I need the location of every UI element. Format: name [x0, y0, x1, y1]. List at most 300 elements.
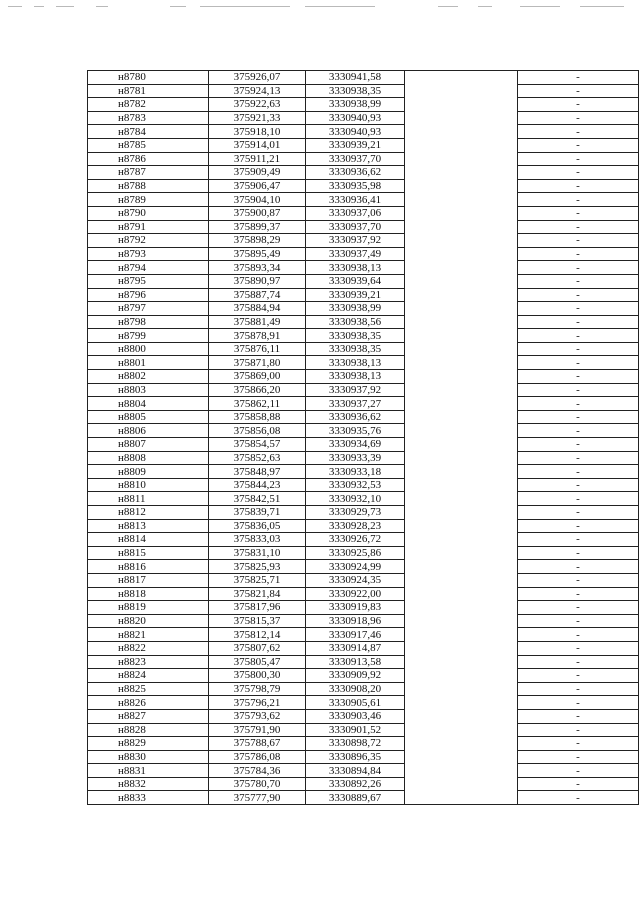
dash-cell: - [518, 125, 639, 139]
empty-cell [405, 356, 518, 370]
empty-cell [405, 410, 518, 424]
y-coordinate-cell: 3330903,46 [306, 709, 405, 723]
x-coordinate-cell: 375918,10 [209, 125, 306, 139]
x-coordinate-cell: 375848,97 [209, 465, 306, 479]
table-row [88, 601, 639, 615]
x-coordinate-cell: 375817,96 [209, 601, 306, 615]
empty-cell [405, 152, 518, 166]
point-id-cell: н8800 [88, 342, 209, 356]
y-coordinate-cell: 3330894,84 [306, 764, 405, 778]
point-id-cell: н8811 [88, 492, 209, 506]
point-id-cell: н8797 [88, 302, 209, 316]
table-row [88, 655, 639, 669]
dash-cell: - [518, 614, 639, 628]
y-coordinate-cell: 3330938,35 [306, 84, 405, 98]
point-id-cell: н8826 [88, 696, 209, 710]
x-coordinate-cell: 375793,62 [209, 709, 306, 723]
x-coordinate-cell: 375884,94 [209, 302, 306, 316]
table-row [88, 791, 639, 805]
dash-cell: - [518, 111, 639, 125]
dash-cell: - [518, 573, 639, 587]
y-coordinate-cell: 3330938,99 [306, 302, 405, 316]
y-coordinate-cell: 3330896,35 [306, 750, 405, 764]
x-coordinate-cell: 375893,34 [209, 261, 306, 275]
dash-cell: - [518, 166, 639, 180]
table-row [88, 723, 639, 737]
x-coordinate-cell: 375914,01 [209, 138, 306, 152]
point-id-cell: н8787 [88, 166, 209, 180]
x-coordinate-cell: 375812,14 [209, 628, 306, 642]
table-row [88, 370, 639, 384]
point-id-cell: н8790 [88, 206, 209, 220]
empty-cell [405, 438, 518, 452]
empty-cell [405, 234, 518, 248]
y-coordinate-cell: 3330913,58 [306, 655, 405, 669]
dash-cell: - [518, 84, 639, 98]
dash-cell: - [518, 383, 639, 397]
x-coordinate-cell: 375852,63 [209, 451, 306, 465]
table-row [88, 220, 639, 234]
dash-cell: - [518, 193, 639, 207]
x-coordinate-cell: 375899,37 [209, 220, 306, 234]
table-row [88, 71, 639, 85]
table-row [88, 628, 639, 642]
table-row [88, 234, 639, 248]
table-row [88, 737, 639, 751]
x-coordinate-cell: 375777,90 [209, 791, 306, 805]
point-id-cell: н8792 [88, 234, 209, 248]
point-id-cell: н8810 [88, 478, 209, 492]
dash-cell: - [518, 465, 639, 479]
point-id-cell: н8808 [88, 451, 209, 465]
table-row [88, 315, 639, 329]
y-coordinate-cell: 3330892,26 [306, 777, 405, 791]
y-coordinate-cell: 3330924,99 [306, 560, 405, 574]
point-id-cell: н8793 [88, 247, 209, 261]
scan-artifact-top [0, 6, 640, 10]
y-coordinate-cell: 3330933,18 [306, 465, 405, 479]
table-row [88, 669, 639, 683]
empty-cell [405, 709, 518, 723]
empty-cell [405, 560, 518, 574]
dash-cell: - [518, 451, 639, 465]
y-coordinate-cell: 3330938,99 [306, 98, 405, 112]
x-coordinate-cell: 375839,71 [209, 506, 306, 520]
x-coordinate-cell: 375878,91 [209, 329, 306, 343]
x-coordinate-cell: 375866,20 [209, 383, 306, 397]
table-row [88, 682, 639, 696]
empty-cell [405, 682, 518, 696]
dash-cell: - [518, 506, 639, 520]
table-row [88, 573, 639, 587]
empty-cell [405, 737, 518, 751]
point-id-cell: н8791 [88, 220, 209, 234]
empty-cell [405, 641, 518, 655]
point-id-cell: н8828 [88, 723, 209, 737]
point-id-cell: н8822 [88, 641, 209, 655]
y-coordinate-cell: 3330940,93 [306, 125, 405, 139]
y-coordinate-cell: 3330926,72 [306, 533, 405, 547]
dash-cell: - [518, 234, 639, 248]
empty-cell [405, 370, 518, 384]
x-coordinate-cell: 375842,51 [209, 492, 306, 506]
dash-cell: - [518, 492, 639, 506]
point-id-cell: н8795 [88, 274, 209, 288]
y-coordinate-cell: 3330922,00 [306, 587, 405, 601]
dash-cell: - [518, 179, 639, 193]
x-coordinate-cell: 375921,33 [209, 111, 306, 125]
y-coordinate-cell: 3330908,20 [306, 682, 405, 696]
y-coordinate-cell: 3330938,56 [306, 315, 405, 329]
dash-cell: - [518, 206, 639, 220]
table-row [88, 152, 639, 166]
empty-cell [405, 628, 518, 642]
point-id-cell: н8807 [88, 438, 209, 452]
empty-cell [405, 274, 518, 288]
dash-cell: - [518, 546, 639, 560]
empty-cell [405, 424, 518, 438]
x-coordinate-cell: 375807,62 [209, 641, 306, 655]
dash-cell: - [518, 478, 639, 492]
x-coordinate-cell: 375922,63 [209, 98, 306, 112]
dash-cell: - [518, 682, 639, 696]
table-row [88, 641, 639, 655]
table-row [88, 383, 639, 397]
x-coordinate-cell: 375784,36 [209, 764, 306, 778]
empty-cell [405, 451, 518, 465]
y-coordinate-cell: 3330937,06 [306, 206, 405, 220]
point-id-cell: н8806 [88, 424, 209, 438]
dash-cell: - [518, 669, 639, 683]
empty-cell [405, 111, 518, 125]
point-id-cell: н8832 [88, 777, 209, 791]
table-row [88, 438, 639, 452]
point-id-cell: н8801 [88, 356, 209, 370]
x-coordinate-cell: 375844,23 [209, 478, 306, 492]
y-coordinate-cell: 3330909,92 [306, 669, 405, 683]
empty-cell [405, 478, 518, 492]
x-coordinate-cell: 375836,05 [209, 519, 306, 533]
point-id-cell: н8833 [88, 791, 209, 805]
x-coordinate-cell: 375791,90 [209, 723, 306, 737]
table-row [88, 84, 639, 98]
empty-cell [405, 614, 518, 628]
x-coordinate-cell: 375924,13 [209, 84, 306, 98]
empty-cell [405, 777, 518, 791]
y-coordinate-cell: 3330901,52 [306, 723, 405, 737]
dash-cell: - [518, 764, 639, 778]
table-row [88, 478, 639, 492]
empty-cell [405, 288, 518, 302]
point-id-cell: н8785 [88, 138, 209, 152]
dash-cell: - [518, 247, 639, 261]
empty-cell [405, 220, 518, 234]
dash-cell: - [518, 723, 639, 737]
point-id-cell: н8825 [88, 682, 209, 696]
table-row [88, 193, 639, 207]
point-id-cell: н8830 [88, 750, 209, 764]
x-coordinate-cell: 375862,11 [209, 397, 306, 411]
x-coordinate-cell: 375788,67 [209, 737, 306, 751]
x-coordinate-cell: 375926,07 [209, 71, 306, 85]
point-id-cell: н8818 [88, 587, 209, 601]
x-coordinate-cell: 375876,11 [209, 342, 306, 356]
x-coordinate-cell: 375869,00 [209, 370, 306, 384]
table-row [88, 410, 639, 424]
dash-cell: - [518, 138, 639, 152]
dash-cell: - [518, 261, 639, 275]
y-coordinate-cell: 3330937,70 [306, 220, 405, 234]
empty-cell [405, 166, 518, 180]
y-coordinate-cell: 3330932,53 [306, 478, 405, 492]
y-coordinate-cell: 3330937,92 [306, 234, 405, 248]
x-coordinate-cell: 375831,10 [209, 546, 306, 560]
dash-cell: - [518, 274, 639, 288]
table-row [88, 98, 639, 112]
empty-cell [405, 791, 518, 805]
y-coordinate-cell: 3330925,86 [306, 546, 405, 560]
dash-cell: - [518, 98, 639, 112]
table-row [88, 587, 639, 601]
y-coordinate-cell: 3330936,41 [306, 193, 405, 207]
x-coordinate-cell: 375815,37 [209, 614, 306, 628]
x-coordinate-cell: 375904,10 [209, 193, 306, 207]
y-coordinate-cell: 3330935,76 [306, 424, 405, 438]
x-coordinate-cell: 375856,08 [209, 424, 306, 438]
table-row [88, 166, 639, 180]
table-row [88, 397, 639, 411]
empty-cell [405, 723, 518, 737]
y-coordinate-cell: 3330938,35 [306, 329, 405, 343]
y-coordinate-cell: 3330939,64 [306, 274, 405, 288]
y-coordinate-cell: 3330937,27 [306, 397, 405, 411]
dash-cell: - [518, 655, 639, 669]
y-coordinate-cell: 3330933,39 [306, 451, 405, 465]
empty-cell [405, 261, 518, 275]
point-id-cell: н8813 [88, 519, 209, 533]
dash-cell: - [518, 533, 639, 547]
y-coordinate-cell: 3330939,21 [306, 138, 405, 152]
table-row [88, 492, 639, 506]
coordinates-table [87, 70, 639, 805]
dash-cell: - [518, 791, 639, 805]
point-id-cell: н8816 [88, 560, 209, 574]
point-id-cell: н8824 [88, 669, 209, 683]
y-coordinate-cell: 3330889,67 [306, 791, 405, 805]
y-coordinate-cell: 3330905,61 [306, 696, 405, 710]
y-coordinate-cell: 3330935,98 [306, 179, 405, 193]
point-id-cell: н8784 [88, 125, 209, 139]
point-id-cell: н8789 [88, 193, 209, 207]
y-coordinate-cell: 3330941,58 [306, 71, 405, 85]
table-row [88, 519, 639, 533]
y-coordinate-cell: 3330938,13 [306, 370, 405, 384]
dash-cell: - [518, 560, 639, 574]
point-id-cell: н8809 [88, 465, 209, 479]
x-coordinate-cell: 375890,97 [209, 274, 306, 288]
empty-cell [405, 329, 518, 343]
point-id-cell: н8783 [88, 111, 209, 125]
empty-cell [405, 193, 518, 207]
table-row [88, 302, 639, 316]
dash-cell: - [518, 410, 639, 424]
dash-cell: - [518, 737, 639, 751]
point-id-cell: н8786 [88, 152, 209, 166]
x-coordinate-cell: 375854,57 [209, 438, 306, 452]
table-row [88, 329, 639, 343]
x-coordinate-cell: 375786,08 [209, 750, 306, 764]
y-coordinate-cell: 3330918,96 [306, 614, 405, 628]
y-coordinate-cell: 3330938,13 [306, 356, 405, 370]
empty-cell [405, 71, 518, 85]
x-coordinate-cell: 375805,47 [209, 655, 306, 669]
table-row [88, 696, 639, 710]
dash-cell: - [518, 519, 639, 533]
empty-cell [405, 696, 518, 710]
dash-cell: - [518, 696, 639, 710]
empty-cell [405, 587, 518, 601]
point-id-cell: н8794 [88, 261, 209, 275]
empty-cell [405, 247, 518, 261]
empty-cell [405, 573, 518, 587]
y-coordinate-cell: 3330928,23 [306, 519, 405, 533]
point-id-cell: н8788 [88, 179, 209, 193]
empty-cell [405, 764, 518, 778]
y-coordinate-cell: 3330936,62 [306, 410, 405, 424]
table-row [88, 179, 639, 193]
x-coordinate-cell: 375821,84 [209, 587, 306, 601]
empty-cell [405, 138, 518, 152]
dash-cell: - [518, 220, 639, 234]
y-coordinate-cell: 3330937,70 [306, 152, 405, 166]
dash-cell: - [518, 342, 639, 356]
table-row [88, 750, 639, 764]
dash-cell: - [518, 777, 639, 791]
dash-cell: - [518, 302, 639, 316]
table-row [88, 274, 639, 288]
point-id-cell: н8827 [88, 709, 209, 723]
empty-cell [405, 383, 518, 397]
point-id-cell: н8781 [88, 84, 209, 98]
y-coordinate-cell: 3330940,93 [306, 111, 405, 125]
point-id-cell: н8805 [88, 410, 209, 424]
dash-cell: - [518, 71, 639, 85]
empty-cell [405, 397, 518, 411]
dash-cell: - [518, 315, 639, 329]
x-coordinate-cell: 375796,21 [209, 696, 306, 710]
empty-cell [405, 125, 518, 139]
point-id-cell: н8823 [88, 655, 209, 669]
table-row [88, 560, 639, 574]
dash-cell: - [518, 709, 639, 723]
point-id-cell: н8821 [88, 628, 209, 642]
dash-cell: - [518, 587, 639, 601]
y-coordinate-cell: 3330937,49 [306, 247, 405, 261]
point-id-cell: н8819 [88, 601, 209, 615]
empty-cell [405, 342, 518, 356]
y-coordinate-cell: 3330924,35 [306, 573, 405, 587]
y-coordinate-cell: 3330919,83 [306, 601, 405, 615]
dash-cell: - [518, 641, 639, 655]
point-id-cell: н8831 [88, 764, 209, 778]
x-coordinate-cell: 375858,88 [209, 410, 306, 424]
table-row [88, 424, 639, 438]
table-row [88, 506, 639, 520]
y-coordinate-cell: 3330934,69 [306, 438, 405, 452]
table-row [88, 614, 639, 628]
empty-cell [405, 519, 518, 533]
table-row [88, 288, 639, 302]
empty-cell [405, 533, 518, 547]
y-coordinate-cell: 3330917,46 [306, 628, 405, 642]
empty-cell [405, 492, 518, 506]
x-coordinate-cell: 375780,70 [209, 777, 306, 791]
empty-cell [405, 206, 518, 220]
dash-cell: - [518, 329, 639, 343]
x-coordinate-cell: 375825,71 [209, 573, 306, 587]
empty-cell [405, 302, 518, 316]
x-coordinate-cell: 375833,03 [209, 533, 306, 547]
y-coordinate-cell: 3330937,92 [306, 383, 405, 397]
point-id-cell: н8829 [88, 737, 209, 751]
x-coordinate-cell: 375825,93 [209, 560, 306, 574]
dash-cell: - [518, 152, 639, 166]
dash-cell: - [518, 424, 639, 438]
table-row [88, 533, 639, 547]
dash-cell: - [518, 356, 639, 370]
dash-cell: - [518, 288, 639, 302]
x-coordinate-cell: 375887,74 [209, 288, 306, 302]
y-coordinate-cell: 3330939,21 [306, 288, 405, 302]
table-row [88, 709, 639, 723]
point-id-cell: н8817 [88, 573, 209, 587]
empty-cell [405, 98, 518, 112]
point-id-cell: н8812 [88, 506, 209, 520]
dash-cell: - [518, 750, 639, 764]
point-id-cell: н8798 [88, 315, 209, 329]
empty-cell [405, 546, 518, 560]
point-id-cell: н8782 [88, 98, 209, 112]
y-coordinate-cell: 3330932,10 [306, 492, 405, 506]
x-coordinate-cell: 375800,30 [209, 669, 306, 683]
table-row [88, 138, 639, 152]
coordinates-table-body [88, 71, 639, 805]
dash-cell: - [518, 601, 639, 615]
empty-cell [405, 179, 518, 193]
table-row [88, 111, 639, 125]
empty-cell [405, 601, 518, 615]
x-coordinate-cell: 375871,80 [209, 356, 306, 370]
empty-cell [405, 669, 518, 683]
point-id-cell: н8780 [88, 71, 209, 85]
dash-cell: - [518, 628, 639, 642]
table-row [88, 465, 639, 479]
point-id-cell: н8804 [88, 397, 209, 411]
table-row [88, 764, 639, 778]
y-coordinate-cell: 3330938,35 [306, 342, 405, 356]
empty-cell [405, 465, 518, 479]
point-id-cell: н8820 [88, 614, 209, 628]
table-row [88, 546, 639, 560]
table-row [88, 451, 639, 465]
y-coordinate-cell: 3330914,87 [306, 641, 405, 655]
x-coordinate-cell: 375898,29 [209, 234, 306, 248]
table-row [88, 777, 639, 791]
x-coordinate-cell: 375798,79 [209, 682, 306, 696]
point-id-cell: н8796 [88, 288, 209, 302]
empty-cell [405, 506, 518, 520]
empty-cell [405, 315, 518, 329]
